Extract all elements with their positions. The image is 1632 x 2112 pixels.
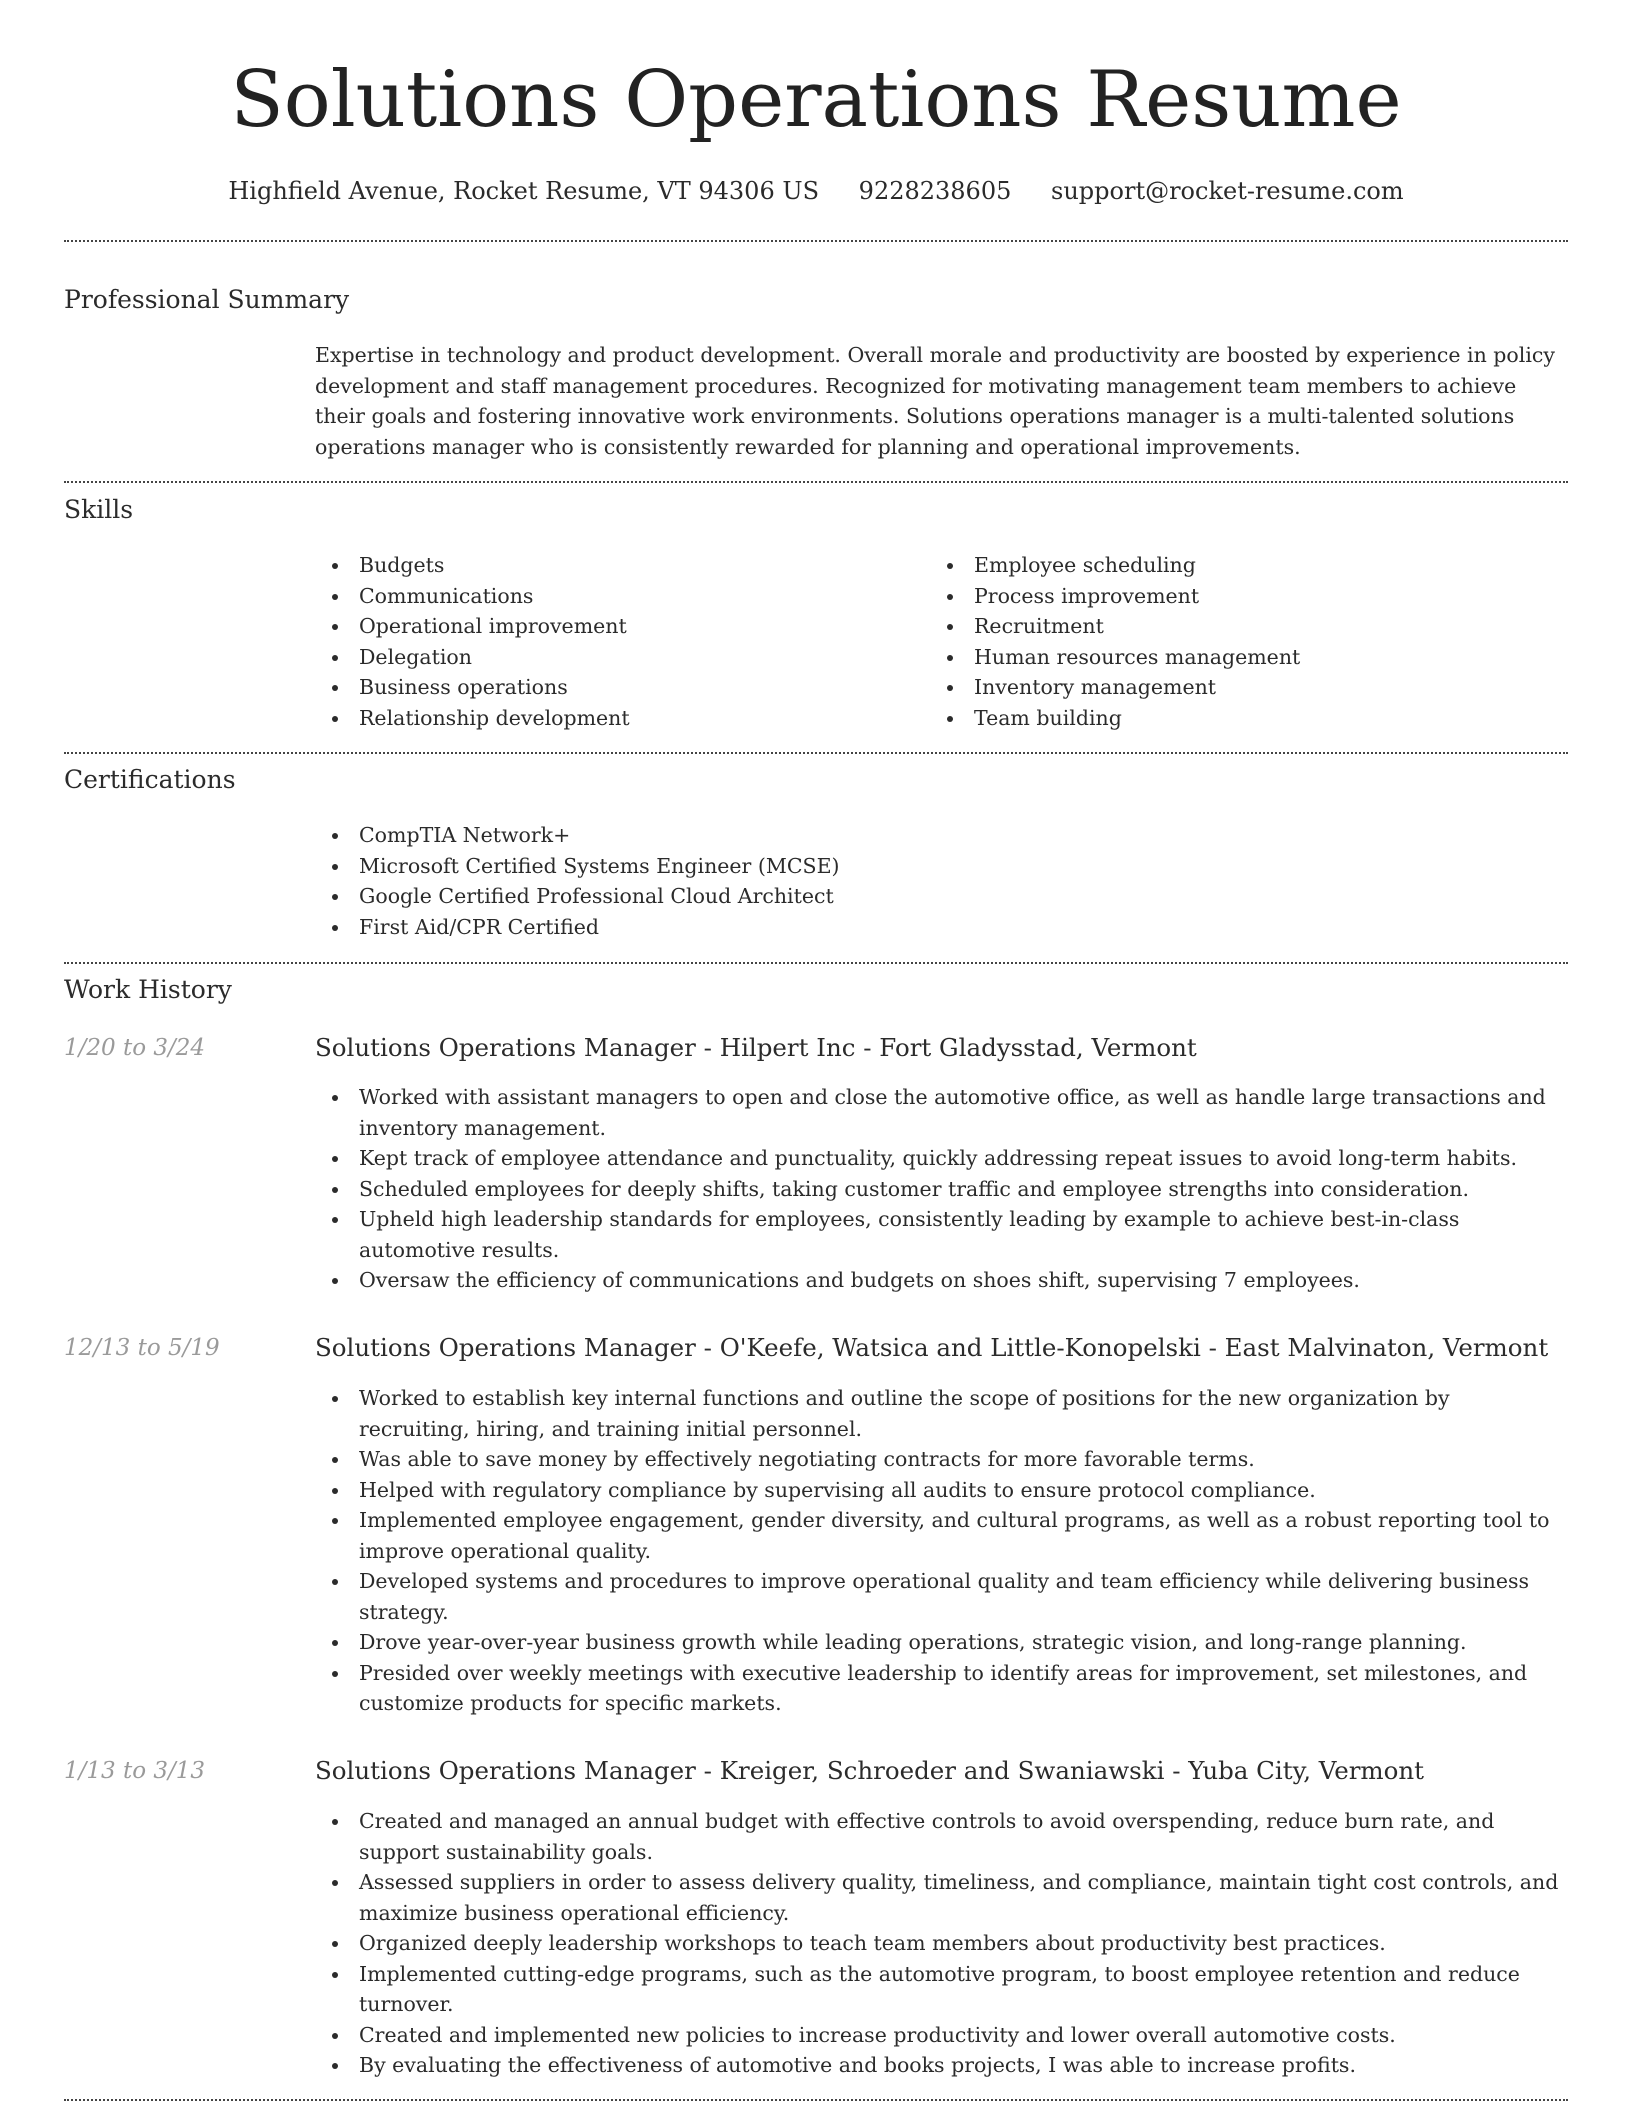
job-bullet: Organized deeply leadership workshops to teach team members about productivity best practices. [315, 1928, 1560, 1959]
contact-address: Highfield Avenue, Rocket Resume, VT 94306 US [228, 177, 820, 205]
certifications-heading: Certifications [64, 765, 236, 794]
resume-title: Solutions Operations Resume [230, 55, 1402, 145]
skills-heading: Skills [64, 495, 134, 524]
skill-item: Operational improvement [315, 611, 875, 642]
divider [64, 240, 1568, 242]
job-bullets [315, 1806, 1560, 2081]
job-bullet: Kept track of employee attendance and punctuality, quickly addressing repeat issues to avoid long-term habits. [315, 1143, 1560, 1174]
divider [64, 481, 1568, 483]
skill-item: Communications [315, 581, 875, 612]
skill-item: Human resources management [930, 642, 1490, 673]
divider [64, 962, 1568, 964]
job-dates: 1/13 to 3/13 [64, 1758, 206, 1784]
job-bullet: Oversaw the efficiency of communications and budgets on shoes shift, supervising 7 employees. [315, 1265, 1560, 1296]
job-dates: 1/20 to 3/24 [64, 1035, 206, 1061]
contact-email: support@rocket-resume.com [1051, 177, 1404, 205]
summary-text: Expertise in technology and product development. Overall morale and productivity are boosted by experience in policy development and staff management procedures. Recognized for motivating management team members to achieve their goals and fostering innovative work environments. Solutions operations manager is a multi-talented solutions operations manager who is consistently rewarded for planning and operational improvements. [315, 343, 1555, 459]
job-bullet: Worked to establish key internal functions and outline the scope of positions for the new organization by recruiting, hiring, and training initial personnel. [315, 1383, 1560, 1444]
job-bullet: Helped with regulatory compliance by supervising all audits to ensure protocol compliance. [315, 1475, 1560, 1506]
job-bullet: Created and implemented new policies to increase productivity and lower overall automotive costs. [315, 2020, 1560, 2051]
job-bullet: Worked with assistant managers to open and close the automotive office, as well as handle large transactions and inventory management. [315, 1082, 1560, 1143]
job-bullet: Developed systems and procedures to improve operational quality and team efficiency while delivering business strategy. [315, 1566, 1560, 1627]
skill-item: Delegation [315, 642, 875, 673]
certification-item: CompTIA Network+ [315, 820, 1215, 851]
job-bullet: Implemented employee engagement, gender diversity, and cultural programs, as well as a robust reporting tool to improve operational quality. [315, 1505, 1560, 1566]
job-bullet: Created and managed an annual budget with effective controls to avoid overspending, reduce burn rate, and support sustainability goals. [315, 1806, 1560, 1867]
skill-item: Inventory management [930, 672, 1490, 703]
contact-line [0, 176, 1632, 206]
skill-item: Team building [930, 703, 1490, 734]
skill-item: Budgets [315, 550, 875, 581]
job-bullet: Drove year-over-year business growth while leading operations, strategic vision, and long-range planning. [315, 1627, 1560, 1658]
certifications-list [315, 820, 1215, 942]
contact-phone: 9228238605 [858, 177, 1012, 205]
skill-item: Process improvement [930, 581, 1490, 612]
certification-item: Google Certified Professional Cloud Architect [315, 881, 1215, 912]
certification-item: Microsoft Certified Systems Engineer (MCSE) [315, 851, 1215, 882]
job-bullets [315, 1082, 1560, 1296]
job-title: Solutions Operations Manager - Hilpert Inc - Fort Gladysstad, Vermont [315, 1033, 1197, 1062]
skills-list-right [930, 550, 1490, 733]
job-bullet: Presided over weekly meetings with executive leadership to identify areas for improvement, set milestones, and customize products for specific markets. [315, 1658, 1560, 1719]
job-bullet: Assessed suppliers in order to assess delivery quality, timeliness, and compliance, maintain tight cost controls, and maximize business operational efficiency. [315, 1867, 1560, 1928]
skill-item: Employee scheduling [930, 550, 1490, 581]
work-history-heading: Work History [64, 975, 232, 1004]
job-bullet: Upheld high leadership standards for employees, consistently leading by example to achieve best-in-class automotive results. [315, 1204, 1560, 1265]
job-title: Solutions Operations Manager - O'Keefe, Watsica and Little-Konopelski - East Malvinaton, Vermont [315, 1333, 1549, 1362]
job-bullet: Implemented cutting-edge programs, such as the automotive program, to boost employee retention and reduce turnover. [315, 1959, 1560, 2020]
skill-item: Relationship development [315, 703, 875, 734]
divider [64, 2099, 1568, 2101]
summary-heading: Professional Summary [64, 285, 350, 314]
divider [64, 752, 1568, 754]
skills-list-left [315, 550, 875, 733]
job-dates: 12/13 to 5/19 [64, 1335, 220, 1361]
skill-item: Recruitment [930, 611, 1490, 642]
job-bullet: By evaluating the effectiveness of automotive and books projects, I was able to increase profits. [315, 2050, 1560, 2081]
skill-item: Business operations [315, 672, 875, 703]
job-title: Solutions Operations Manager - Kreiger, Schroeder and Swaniawski - Yuba City, Vermont [315, 1756, 1425, 1785]
job-bullet: Was able to save money by effectively negotiating contracts for more favorable terms. [315, 1444, 1560, 1475]
job-bullets [315, 1383, 1560, 1719]
certification-item: First Aid/CPR Certified [315, 912, 1215, 943]
job-bullet: Scheduled employees for deeply shifts, taking customer traffic and employee strengths into consideration. [315, 1174, 1560, 1205]
